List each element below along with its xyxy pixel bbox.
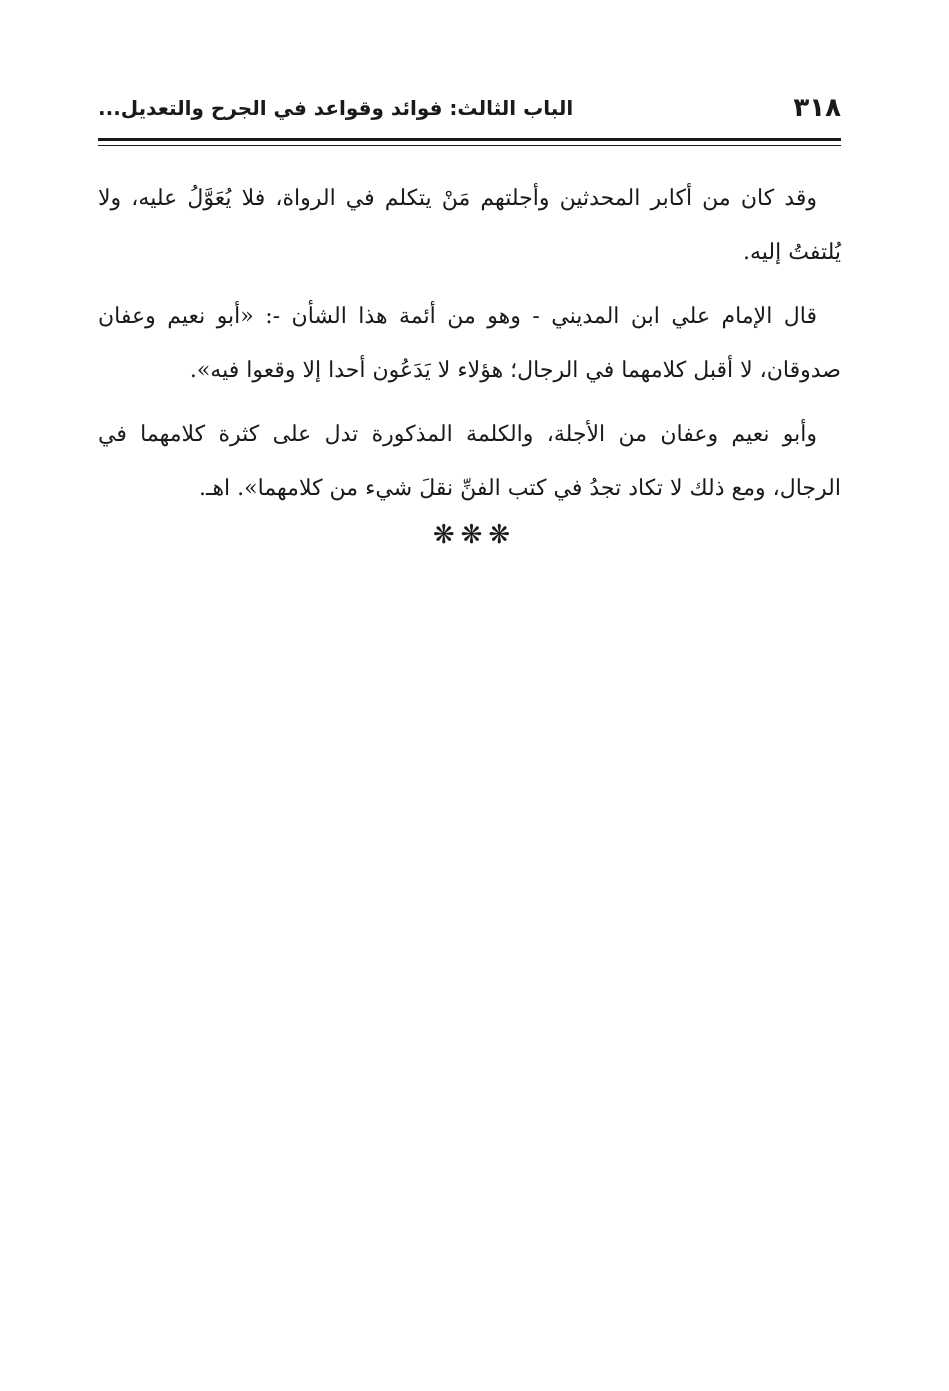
header-rule-thin: [98, 145, 841, 146]
body-text: [98, 172, 841, 526]
paragraph: وأبو نعيم وعفان من الأجلة، والكلمة المذكورة تدل على كثرة كلامهما في الرجال، ومع ذلك لا تكاد تجدُ في كتب الفنِّ نقلَ شيء من كلامهما». اهـ.: [98, 422, 841, 501]
running-title: الباب الثالث: فوائد وقواعد في الجرح والتعديل...: [98, 96, 574, 120]
paragraph: وقد كان من أكابر المحدثين وأجلتهم مَنْ يتكلم في الرواة، فلا يُعَوَّلُ عليه، ولا يُلتفتُ إليه.: [98, 186, 841, 265]
section-separator: ❋❋❋: [432, 520, 517, 550]
paragraph: قال الإمام علي ابن المديني - وهو من أئمة هذا الشأن -: «أبو نعيم وعفان صدوقان، لا أقبل كلامهما في الرجال؛ هؤلاء لا يَدَعُون أحدا إلا وقعوا فيه».: [98, 304, 841, 383]
header-rule-thick: [98, 138, 841, 141]
page-header: [98, 88, 841, 128]
page-number: ٣١٨: [793, 93, 841, 123]
